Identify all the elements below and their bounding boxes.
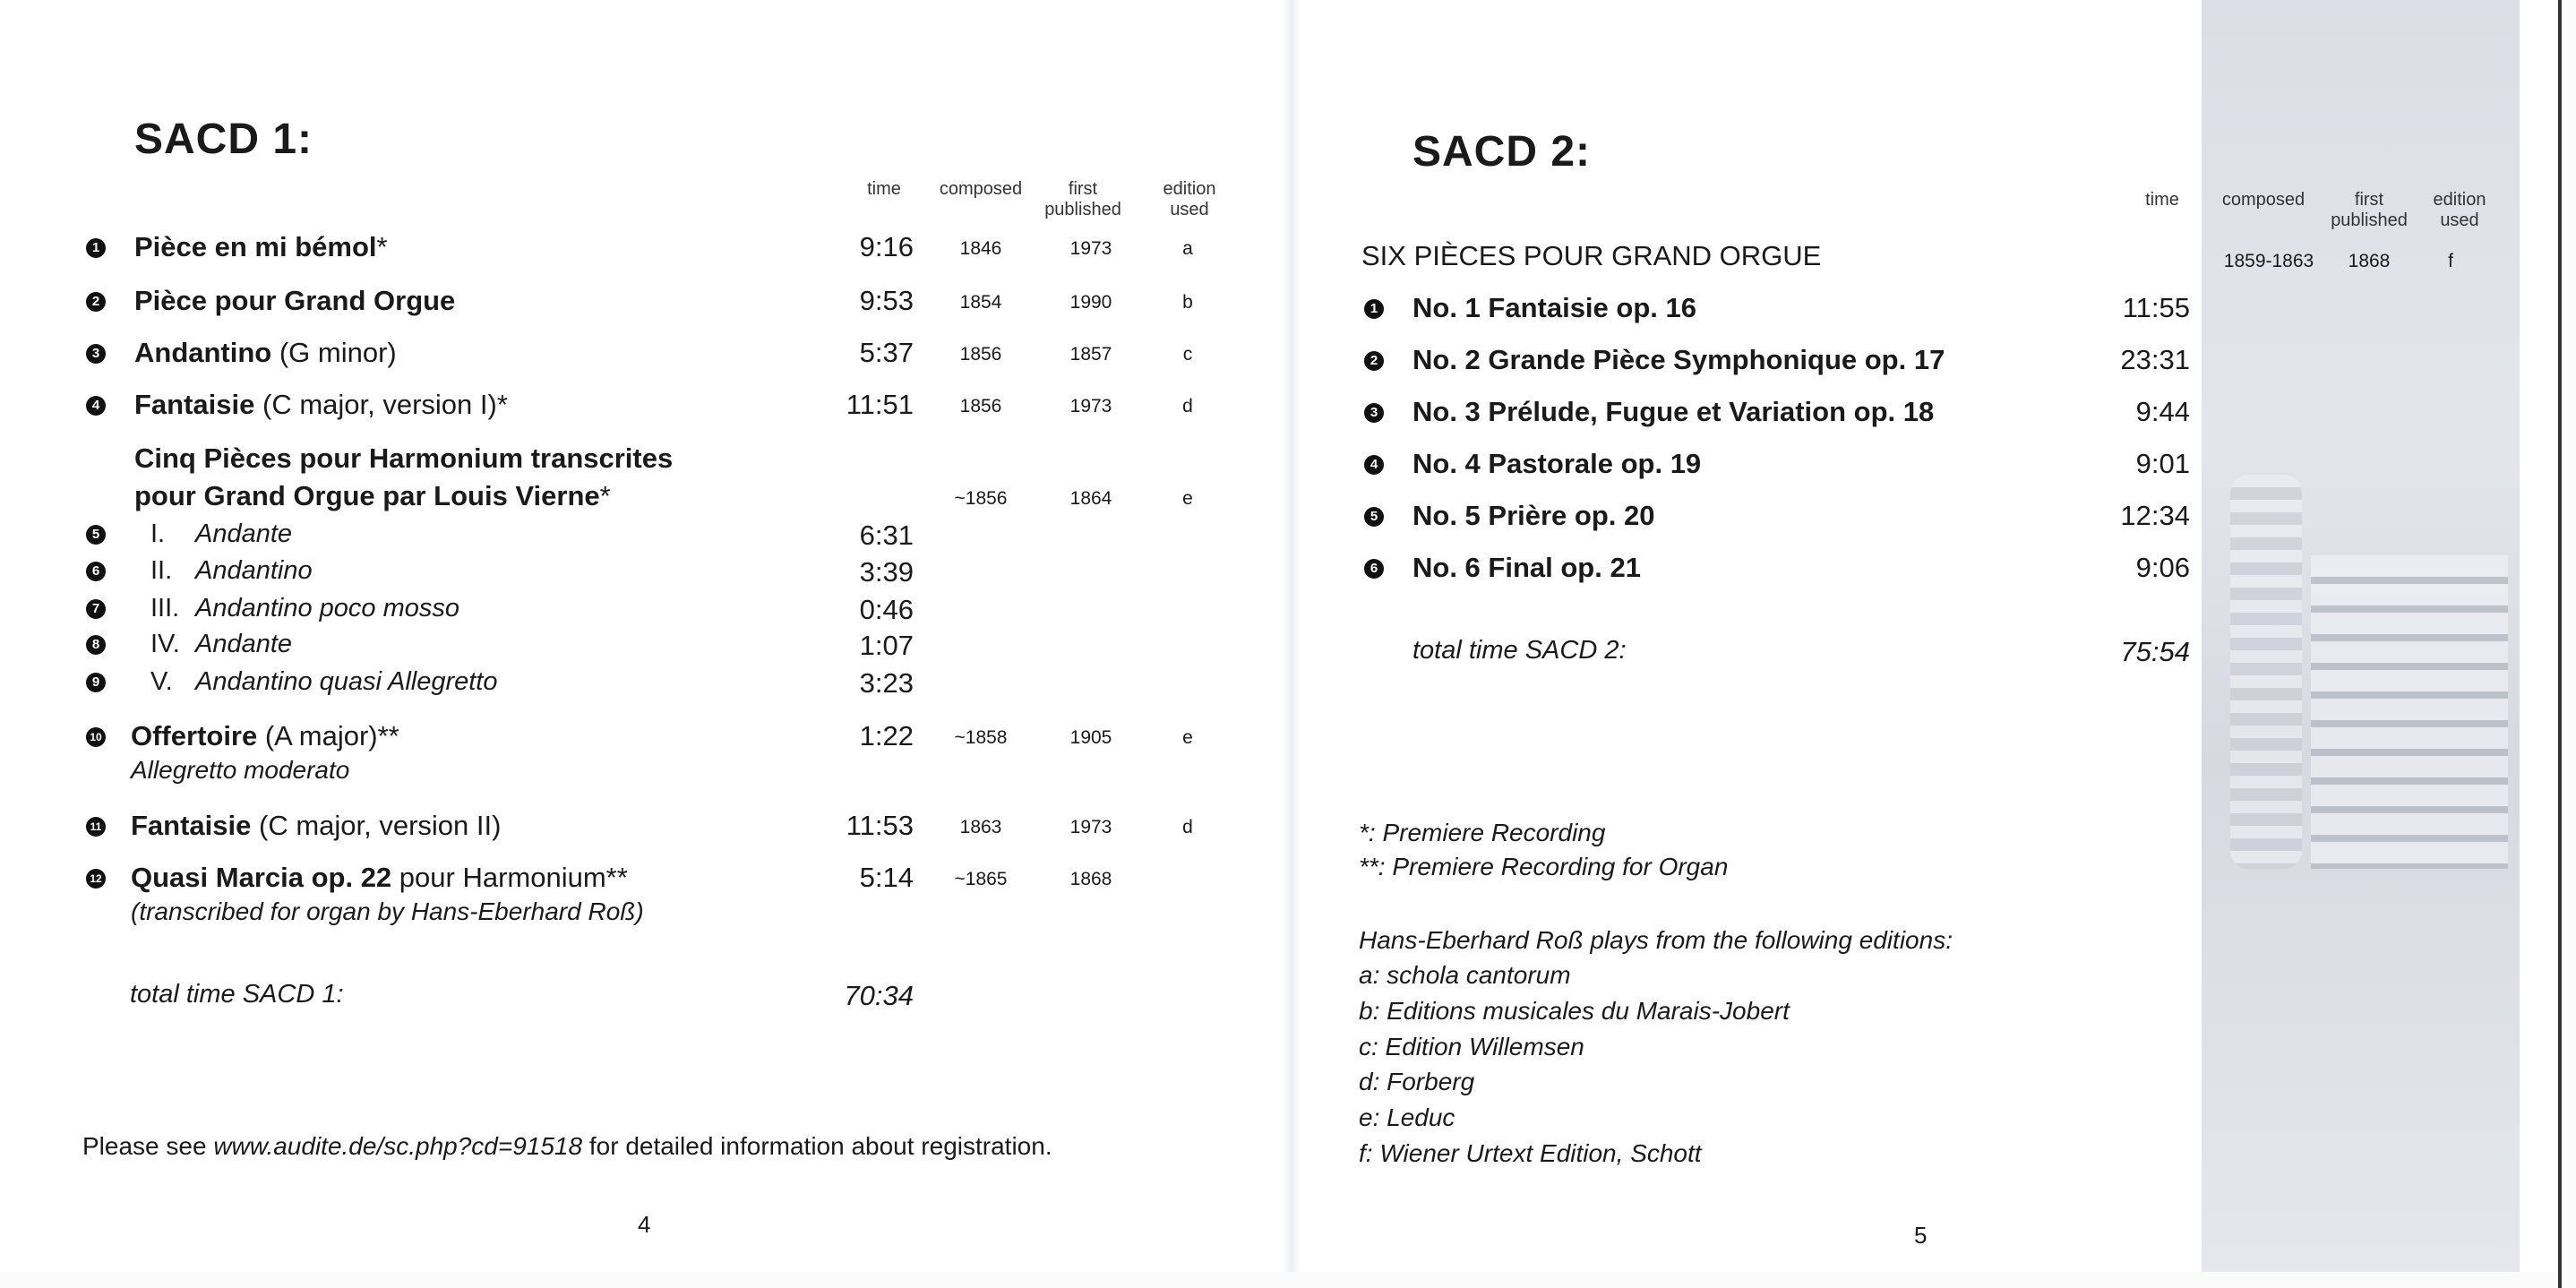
track-number-icon: 2 bbox=[1364, 351, 1384, 371]
track-title: No. 4 Pastorale op. 19 bbox=[1413, 448, 1702, 479]
track-title: Fantaisie (C major, version I)* bbox=[134, 389, 508, 420]
track-title: No. 5 Prière op. 20 bbox=[1413, 500, 1655, 531]
note-line: e: Leduc bbox=[1359, 1103, 1455, 1131]
note-line: Hans-Eberhard Roß plays from the following editions: bbox=[1359, 926, 1953, 954]
page-edge bbox=[2558, 0, 2562, 1288]
track-composed: 1863 bbox=[959, 817, 1002, 837]
track-time: 0:46 bbox=[859, 594, 914, 625]
track-title: Quasi Marcia op. 22 pour Harmonium** bbox=[131, 862, 628, 893]
track-title: Andantino (G minor) bbox=[134, 337, 397, 368]
track-number-icon: 9 bbox=[86, 673, 106, 692]
track-time: 9:06 bbox=[2135, 552, 2190, 583]
track-number-icon: 7 bbox=[86, 599, 106, 619]
movement-title: Andantino quasi Allegretto bbox=[195, 667, 498, 696]
track-number-icon: 6 bbox=[86, 562, 106, 581]
track-time: 9:16 bbox=[859, 231, 914, 262]
track-time: 9:01 bbox=[2135, 448, 2190, 479]
track-published: 1973 bbox=[1069, 238, 1112, 259]
track-composed: ~1858 bbox=[954, 727, 1008, 748]
note-line: *: Premiere Recording bbox=[1359, 819, 1606, 846]
organ-keyboard-image bbox=[2311, 555, 2508, 869]
track-number-icon: 5 bbox=[1364, 507, 1384, 527]
track-published: 1990 bbox=[1069, 292, 1112, 313]
track-edition: a bbox=[1182, 238, 1193, 259]
track-time: 5:37 bbox=[859, 337, 914, 368]
track-number-icon: 3 bbox=[86, 344, 106, 364]
track-composed: 1856 bbox=[959, 344, 1002, 365]
track-time: 11:55 bbox=[2122, 292, 2190, 323]
group-published: 1864 bbox=[1069, 488, 1112, 509]
audite-link[interactable]: www.audite.de/sc.php?cd=91518 bbox=[213, 1132, 583, 1160]
track-title: No. 3 Prélude, Fugue et Variation op. 18 bbox=[1413, 396, 1935, 427]
group-edition: e bbox=[1182, 488, 1193, 509]
sacd2-total-label: total time SACD 2: bbox=[1413, 636, 1627, 665]
track-title: Fantaisie (C major, version II) bbox=[131, 810, 502, 841]
movement-number: II. bbox=[150, 556, 173, 585]
col-time-2: time bbox=[2145, 190, 2179, 210]
col-edition-used: edition used bbox=[1163, 179, 1216, 219]
track-time: 3:23 bbox=[859, 667, 914, 699]
registration-note: Please see www.audite.de/sc.php?cd=91518 for detailed information about registration. bbox=[82, 1132, 1052, 1160]
work-edition: f bbox=[2448, 251, 2453, 271]
organ-stops-image bbox=[2230, 475, 2302, 869]
note-line: c: Edition Willemsen bbox=[1359, 1033, 1584, 1060]
track-published: 1868 bbox=[1069, 869, 1112, 889]
track-title: No. 6 Final op. 21 bbox=[1413, 552, 1641, 583]
track-composed: 1856 bbox=[959, 396, 1002, 416]
track-time: 11:51 bbox=[846, 389, 914, 420]
track-title: No. 1 Fantaisie op. 16 bbox=[1413, 292, 1696, 323]
track-published: 1973 bbox=[1069, 817, 1112, 837]
work-published: 1868 bbox=[2348, 251, 2391, 271]
movement-number: III. bbox=[150, 594, 180, 623]
sacd2-heading: SACD 2: bbox=[1413, 128, 1592, 176]
col-first-published-2: first published bbox=[2331, 190, 2408, 230]
track-time: 5:14 bbox=[859, 862, 914, 893]
track-published: 1905 bbox=[1069, 727, 1112, 748]
track-time: 12:34 bbox=[2120, 500, 2190, 531]
group-title-line1: Cinq Pièces pour Harmonium transcrites bbox=[134, 442, 674, 474]
page-number-4: 4 bbox=[638, 1211, 651, 1238]
track-title: No. 2 Grande Pièce Symphonique op. 17 bbox=[1413, 344, 1945, 375]
track-time: 9:53 bbox=[859, 285, 914, 316]
track-edition: b bbox=[1182, 292, 1193, 313]
track-edition: d bbox=[1182, 817, 1193, 837]
track-title: Pièce en mi bémol* bbox=[134, 231, 388, 262]
track-published: 1857 bbox=[1069, 344, 1112, 365]
col-edition-used-2: edition used bbox=[2433, 190, 2486, 230]
track-time: 11:53 bbox=[846, 810, 914, 841]
track-time: 1:07 bbox=[859, 630, 914, 661]
track-number-icon: 8 bbox=[86, 635, 106, 655]
track-edition: e bbox=[1182, 727, 1193, 748]
track-number-icon: 1 bbox=[86, 238, 106, 258]
track-number-icon: 4 bbox=[86, 396, 106, 416]
note-line: b: Editions musicales du Marais-Jobert bbox=[1359, 997, 1790, 1025]
track-published: 1973 bbox=[1069, 396, 1112, 416]
track-composed: 1846 bbox=[959, 238, 1002, 259]
movement-number: V. bbox=[150, 667, 173, 696]
track-time: 6:31 bbox=[859, 519, 914, 551]
track-title: Offertoire (A major)** bbox=[131, 720, 399, 751]
track-edition: d bbox=[1182, 396, 1193, 416]
page-number-5: 5 bbox=[1914, 1222, 1928, 1249]
col-composed-2: composed bbox=[2221, 190, 2306, 210]
track-number-icon: 4 bbox=[1364, 455, 1384, 475]
track-subtitle: (transcribed for organ by Hans-Eberhard Roß) bbox=[131, 897, 644, 925]
track-time: 3:39 bbox=[859, 556, 914, 588]
movement-title: Andantino bbox=[195, 556, 313, 585]
movement-title: Andantino poco mosso bbox=[195, 594, 460, 623]
movement-number: IV. bbox=[150, 630, 180, 658]
track-number-icon: 3 bbox=[1364, 403, 1384, 423]
track-number-icon: 1 bbox=[1364, 299, 1384, 319]
track-number-icon: 6 bbox=[1364, 559, 1384, 579]
note-line: d: Forberg bbox=[1359, 1068, 1475, 1095]
note-line: f: Wiener Urtext Edition, Schott bbox=[1359, 1139, 1702, 1167]
track-edition: c bbox=[1182, 344, 1193, 365]
work-composed: 1859-1863 bbox=[2223, 251, 2314, 271]
track-number-icon: 5 bbox=[86, 525, 106, 545]
note-line: a: schola cantorum bbox=[1359, 961, 1571, 989]
movement-number: I. bbox=[150, 519, 166, 548]
track-subtitle: Allegretto moderato bbox=[131, 756, 350, 784]
work-title: SIX PIÈCES POUR GRAND ORGUE bbox=[1361, 240, 1822, 271]
gutter bbox=[1283, 0, 1301, 1272]
track-number-icon: 10 bbox=[86, 727, 106, 747]
track-number-icon: 12 bbox=[86, 869, 106, 889]
track-time: 23:31 bbox=[2120, 344, 2190, 375]
movement-title: Andante bbox=[195, 630, 293, 658]
track-number-icon: 11 bbox=[86, 817, 106, 837]
sacd1-heading: SACD 1: bbox=[134, 116, 313, 163]
col-composed: composed bbox=[939, 179, 1023, 199]
movement-title: Andante bbox=[195, 519, 293, 548]
col-first-published: first published bbox=[1044, 179, 1121, 219]
track-number-icon: 2 bbox=[86, 292, 106, 312]
col-time: time bbox=[867, 179, 901, 199]
note-line: **: Premiere Recording for Organ bbox=[1359, 853, 1729, 880]
track-composed: 1854 bbox=[959, 292, 1002, 313]
group-title-line2: pour Grand Orgue par Louis Vierne* bbox=[134, 480, 611, 511]
track-composed: ~1865 bbox=[954, 869, 1008, 889]
track-time: 9:44 bbox=[2135, 396, 2190, 427]
sacd1-total-label: total time SACD 1: bbox=[130, 980, 344, 1009]
track-title: Pièce pour Grand Orgue bbox=[134, 285, 456, 316]
track-time: 1:22 bbox=[859, 720, 914, 751]
sacd1-total-time: 70:34 bbox=[844, 980, 914, 1011]
sacd2-total-time: 75:54 bbox=[2120, 636, 2190, 667]
group-composed: ~1856 bbox=[954, 488, 1008, 509]
